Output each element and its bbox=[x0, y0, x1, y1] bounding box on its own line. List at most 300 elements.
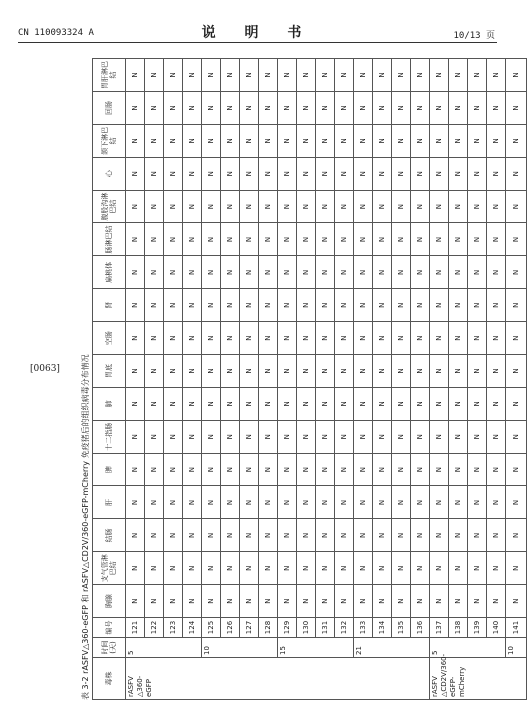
result-cell: N bbox=[335, 585, 354, 618]
result-cell: N bbox=[335, 157, 354, 190]
result-cell: N bbox=[240, 223, 259, 256]
result-cell: N bbox=[240, 387, 259, 420]
result-cell: N bbox=[392, 585, 411, 618]
result-cell: N bbox=[487, 223, 506, 256]
result-cell: N bbox=[392, 124, 411, 157]
result-cell: N bbox=[278, 59, 297, 92]
result-cell: N bbox=[259, 190, 278, 223]
result-cell: N bbox=[373, 322, 392, 355]
result-cell: N bbox=[145, 519, 164, 552]
result-cell: N bbox=[373, 289, 392, 322]
result-cell: N bbox=[278, 453, 297, 486]
result-cell: N bbox=[468, 223, 487, 256]
result-cell: N bbox=[487, 124, 506, 157]
column-header: 肠淋巴结 bbox=[93, 223, 126, 256]
result-cell: N bbox=[297, 124, 316, 157]
result-cell: N bbox=[145, 322, 164, 355]
result-cell: N bbox=[164, 223, 183, 256]
result-cell: N bbox=[240, 453, 259, 486]
sample-id-cell: 133 bbox=[354, 618, 373, 638]
result-cell: N bbox=[259, 322, 278, 355]
result-cell: N bbox=[240, 322, 259, 355]
result-cell: N bbox=[316, 519, 335, 552]
result-cell: N bbox=[297, 190, 316, 223]
result-cell: N bbox=[487, 486, 506, 519]
result-cell: N bbox=[278, 124, 297, 157]
time-cell: 10 bbox=[202, 638, 278, 658]
result-cell: N bbox=[221, 552, 240, 585]
result-cell: N bbox=[183, 420, 202, 453]
column-header: 腹股沟淋巴结 bbox=[93, 190, 126, 223]
result-cell: N bbox=[145, 124, 164, 157]
result-cell: N bbox=[354, 322, 373, 355]
sample-id-cell: 131 bbox=[316, 618, 335, 638]
result-cell: N bbox=[392, 453, 411, 486]
result-cell: N bbox=[373, 355, 392, 388]
result-cell: N bbox=[126, 519, 145, 552]
result-cell: N bbox=[468, 157, 487, 190]
result-cell: N bbox=[145, 92, 164, 125]
result-cell: N bbox=[373, 223, 392, 256]
result-cell: N bbox=[411, 453, 430, 486]
result-cell: N bbox=[487, 355, 506, 388]
result-cell: N bbox=[221, 355, 240, 388]
result-cell: N bbox=[221, 387, 240, 420]
result-cell: N bbox=[259, 157, 278, 190]
result-cell: N bbox=[202, 256, 221, 289]
result-cell: N bbox=[164, 322, 183, 355]
result-cell: N bbox=[278, 190, 297, 223]
result-cell: N bbox=[449, 289, 468, 322]
result-cell: N bbox=[335, 387, 354, 420]
result-cell: N bbox=[487, 190, 506, 223]
result-cell: N bbox=[240, 124, 259, 157]
result-cell: N bbox=[468, 124, 487, 157]
result-cell: N bbox=[373, 453, 392, 486]
result-cell: N bbox=[126, 190, 145, 223]
result-cell: N bbox=[449, 157, 468, 190]
result-cell: N bbox=[449, 256, 468, 289]
table-row bbox=[487, 59, 506, 700]
result-cell: N bbox=[487, 92, 506, 125]
result-cell: N bbox=[221, 256, 240, 289]
result-cell: N bbox=[259, 486, 278, 519]
result-cell: N bbox=[430, 322, 449, 355]
result-cell: N bbox=[126, 322, 145, 355]
sample-id-cell: 124 bbox=[183, 618, 202, 638]
result-cell: N bbox=[354, 486, 373, 519]
result-cell: N bbox=[259, 289, 278, 322]
column-header: 胸腺 bbox=[93, 585, 126, 618]
result-cell: N bbox=[259, 355, 278, 388]
result-cell: N bbox=[202, 552, 221, 585]
result-cell: N bbox=[449, 124, 468, 157]
table-row bbox=[468, 59, 487, 700]
table-row bbox=[164, 59, 183, 700]
result-cell: N bbox=[335, 519, 354, 552]
sample-id-cell: 123 bbox=[164, 618, 183, 638]
result-cell: N bbox=[126, 59, 145, 92]
page-number: 10/13 页 bbox=[453, 31, 495, 41]
result-cell: N bbox=[259, 223, 278, 256]
column-header: 十二指肠 bbox=[93, 420, 126, 453]
sample-id-cell: 139 bbox=[468, 618, 487, 638]
sample-id-cell: 141 bbox=[506, 618, 527, 638]
result-cell: N bbox=[240, 256, 259, 289]
result-cell: N bbox=[468, 322, 487, 355]
result-cell: N bbox=[392, 157, 411, 190]
result-cell: N bbox=[183, 223, 202, 256]
result-cell: N bbox=[354, 223, 373, 256]
result-cell: N bbox=[411, 59, 430, 92]
table-row bbox=[411, 59, 430, 700]
result-cell: N bbox=[335, 59, 354, 92]
result-cell: N bbox=[449, 387, 468, 420]
table-row bbox=[316, 59, 335, 700]
result-cell: N bbox=[392, 59, 411, 92]
result-cell: N bbox=[430, 420, 449, 453]
result-cell: N bbox=[392, 223, 411, 256]
result-cell: N bbox=[335, 223, 354, 256]
column-header: 支气管淋巴结 bbox=[93, 552, 126, 585]
result-cell: N bbox=[430, 256, 449, 289]
result-cell: N bbox=[468, 387, 487, 420]
result-cell: N bbox=[411, 519, 430, 552]
result-cell: N bbox=[164, 59, 183, 92]
column-header: 毒株 bbox=[93, 658, 126, 700]
result-cell: N bbox=[506, 552, 527, 585]
sample-id-cell: 125 bbox=[202, 618, 221, 638]
result-cell: N bbox=[297, 486, 316, 519]
result-cell: N bbox=[183, 519, 202, 552]
result-cell: N bbox=[392, 420, 411, 453]
result-cell: N bbox=[145, 420, 164, 453]
result-cell: N bbox=[126, 92, 145, 125]
result-cell: N bbox=[164, 124, 183, 157]
result-cell: N bbox=[373, 585, 392, 618]
result-cell: N bbox=[354, 190, 373, 223]
result-cell: N bbox=[240, 420, 259, 453]
result-cell: N bbox=[278, 486, 297, 519]
header-rule bbox=[18, 42, 497, 43]
result-cell: N bbox=[164, 585, 183, 618]
result-cell: N bbox=[183, 157, 202, 190]
result-cell: N bbox=[240, 519, 259, 552]
result-cell: N bbox=[449, 92, 468, 125]
result-cell: N bbox=[278, 387, 297, 420]
result-cell: N bbox=[316, 190, 335, 223]
result-cell: N bbox=[126, 355, 145, 388]
result-cell: N bbox=[259, 59, 278, 92]
result-cell: N bbox=[335, 124, 354, 157]
result-cell: N bbox=[468, 289, 487, 322]
result-cell: N bbox=[145, 223, 164, 256]
result-cell: N bbox=[316, 486, 335, 519]
result-cell: N bbox=[221, 124, 240, 157]
result-cell: N bbox=[430, 355, 449, 388]
result-cell: N bbox=[411, 387, 430, 420]
result-cell: N bbox=[411, 289, 430, 322]
result-cell: N bbox=[202, 387, 221, 420]
table-row bbox=[221, 59, 240, 700]
result-cell: N bbox=[487, 289, 506, 322]
document-number: CN 110093324 A bbox=[18, 28, 94, 38]
result-cell: N bbox=[411, 256, 430, 289]
result-cell: N bbox=[259, 387, 278, 420]
result-cell: N bbox=[373, 59, 392, 92]
result-cell: N bbox=[316, 453, 335, 486]
result-cell: N bbox=[297, 355, 316, 388]
result-cell: N bbox=[335, 552, 354, 585]
time-cell: 21 bbox=[354, 638, 430, 658]
result-cell: N bbox=[221, 223, 240, 256]
result-cell: N bbox=[430, 157, 449, 190]
result-cell: N bbox=[183, 256, 202, 289]
result-cell: N bbox=[278, 420, 297, 453]
result-cell: N bbox=[183, 124, 202, 157]
result-cell: N bbox=[506, 519, 527, 552]
result-cell: N bbox=[506, 157, 527, 190]
column-header: 颌下淋巴结 bbox=[93, 124, 126, 157]
sample-id-cell: 122 bbox=[145, 618, 164, 638]
result-cell: N bbox=[259, 92, 278, 125]
result-cell: N bbox=[335, 92, 354, 125]
result-cell: N bbox=[221, 59, 240, 92]
result-cell: N bbox=[449, 486, 468, 519]
result-cell: N bbox=[316, 124, 335, 157]
result-cell: N bbox=[316, 355, 335, 388]
result-cell: N bbox=[202, 124, 221, 157]
result-cell: N bbox=[468, 92, 487, 125]
result-cell: N bbox=[468, 420, 487, 453]
result-cell: N bbox=[316, 256, 335, 289]
result-cell: N bbox=[278, 92, 297, 125]
result-cell: N bbox=[506, 256, 527, 289]
result-cell: N bbox=[354, 585, 373, 618]
result-cell: N bbox=[354, 124, 373, 157]
result-cell: N bbox=[240, 190, 259, 223]
time-cell: 5 bbox=[430, 638, 506, 658]
column-header: 脾 bbox=[93, 453, 126, 486]
result-cell: N bbox=[411, 585, 430, 618]
result-cell: N bbox=[430, 124, 449, 157]
result-cell: N bbox=[411, 92, 430, 125]
result-cell: N bbox=[411, 157, 430, 190]
result-cell: N bbox=[373, 486, 392, 519]
result-cell: N bbox=[411, 355, 430, 388]
result-cell: N bbox=[145, 585, 164, 618]
strain-cell: rASFV △CD2V/360-eGFP-mCherry bbox=[430, 658, 527, 700]
result-cell: N bbox=[468, 190, 487, 223]
result-cell: N bbox=[468, 256, 487, 289]
result-cell: N bbox=[145, 289, 164, 322]
virus-distribution-table bbox=[92, 58, 527, 700]
result-cell: N bbox=[183, 322, 202, 355]
result-cell: N bbox=[373, 420, 392, 453]
result-cell: N bbox=[240, 92, 259, 125]
result-cell: N bbox=[411, 552, 430, 585]
result-cell: N bbox=[335, 289, 354, 322]
result-cell: N bbox=[487, 59, 506, 92]
result-cell: N bbox=[468, 355, 487, 388]
result-cell: N bbox=[278, 256, 297, 289]
result-cell: N bbox=[373, 387, 392, 420]
result-cell: N bbox=[392, 190, 411, 223]
result-cell: N bbox=[183, 92, 202, 125]
result-cell: N bbox=[164, 355, 183, 388]
result-cell: N bbox=[430, 519, 449, 552]
column-header: 肝 bbox=[93, 486, 126, 519]
result-cell: N bbox=[392, 552, 411, 585]
result-cell: N bbox=[487, 256, 506, 289]
result-cell: N bbox=[449, 223, 468, 256]
column-header: 空肠 bbox=[93, 322, 126, 355]
time-cell: 10 bbox=[506, 638, 527, 658]
result-cell: N bbox=[126, 453, 145, 486]
result-cell: N bbox=[145, 355, 164, 388]
result-cell: N bbox=[259, 420, 278, 453]
sample-id-cell: 129 bbox=[278, 618, 297, 638]
result-cell: N bbox=[126, 387, 145, 420]
result-cell: N bbox=[392, 92, 411, 125]
result-cell: N bbox=[221, 585, 240, 618]
result-cell: N bbox=[411, 486, 430, 519]
result-cell: N bbox=[468, 519, 487, 552]
result-cell: N bbox=[373, 157, 392, 190]
column-header: 心 bbox=[93, 157, 126, 190]
sample-id-cell: 135 bbox=[392, 618, 411, 638]
table-row bbox=[354, 59, 373, 700]
result-cell: N bbox=[145, 486, 164, 519]
result-cell: N bbox=[145, 256, 164, 289]
table-row bbox=[335, 59, 354, 700]
result-cell: N bbox=[297, 256, 316, 289]
strain-cell: rASFV △360-eGFP bbox=[126, 658, 430, 700]
sample-id-cell: 136 bbox=[411, 618, 430, 638]
result-cell: N bbox=[316, 420, 335, 453]
result-cell: N bbox=[487, 453, 506, 486]
result-cell: N bbox=[164, 256, 183, 289]
result-cell: N bbox=[278, 519, 297, 552]
result-cell: N bbox=[221, 190, 240, 223]
result-cell: N bbox=[449, 59, 468, 92]
result-cell: N bbox=[468, 486, 487, 519]
result-cell: N bbox=[392, 289, 411, 322]
result-cell: N bbox=[373, 552, 392, 585]
result-cell: N bbox=[316, 223, 335, 256]
result-cell: N bbox=[202, 190, 221, 223]
result-cell: N bbox=[449, 322, 468, 355]
result-cell: N bbox=[259, 552, 278, 585]
result-cell: N bbox=[278, 223, 297, 256]
sample-id-cell: 128 bbox=[259, 618, 278, 638]
result-cell: N bbox=[430, 486, 449, 519]
sample-id-cell: 126 bbox=[221, 618, 240, 638]
result-cell: N bbox=[164, 420, 183, 453]
result-cell: N bbox=[335, 486, 354, 519]
result-cell: N bbox=[278, 157, 297, 190]
result-cell: N bbox=[297, 519, 316, 552]
result-cell: N bbox=[392, 519, 411, 552]
result-cell: N bbox=[183, 387, 202, 420]
result-cell: N bbox=[297, 157, 316, 190]
result-cell: N bbox=[506, 190, 527, 223]
result-cell: N bbox=[354, 157, 373, 190]
result-cell: N bbox=[126, 256, 145, 289]
result-cell: N bbox=[487, 552, 506, 585]
result-cell: N bbox=[221, 92, 240, 125]
result-cell: N bbox=[183, 486, 202, 519]
result-cell: N bbox=[240, 289, 259, 322]
result-cell: N bbox=[373, 256, 392, 289]
result-cell: N bbox=[221, 453, 240, 486]
column-header: 时间(天) bbox=[93, 638, 126, 658]
result-cell: N bbox=[316, 585, 335, 618]
result-cell: N bbox=[297, 420, 316, 453]
result-cell: N bbox=[259, 585, 278, 618]
sample-id-cell: 130 bbox=[297, 618, 316, 638]
result-cell: N bbox=[221, 519, 240, 552]
result-cell: N bbox=[297, 585, 316, 618]
result-cell: N bbox=[316, 92, 335, 125]
table-row bbox=[278, 59, 297, 700]
result-cell: N bbox=[297, 453, 316, 486]
result-cell: N bbox=[506, 59, 527, 92]
sample-id-cell: 127 bbox=[240, 618, 259, 638]
table-row bbox=[202, 59, 221, 700]
result-cell: N bbox=[335, 190, 354, 223]
sample-id-cell: 134 bbox=[373, 618, 392, 638]
result-cell: N bbox=[506, 486, 527, 519]
result-cell: N bbox=[183, 59, 202, 92]
time-cell: 15 bbox=[278, 638, 354, 658]
result-cell: N bbox=[297, 387, 316, 420]
result-cell: N bbox=[297, 289, 316, 322]
result-cell: N bbox=[202, 289, 221, 322]
time-cell: 5 bbox=[126, 638, 202, 658]
result-cell: N bbox=[221, 486, 240, 519]
result-cell: N bbox=[126, 157, 145, 190]
column-header: 扁桃体 bbox=[93, 256, 126, 289]
table-row bbox=[506, 59, 527, 700]
result-cell: N bbox=[354, 453, 373, 486]
result-cell: N bbox=[506, 289, 527, 322]
result-cell: N bbox=[354, 420, 373, 453]
result-cell: N bbox=[278, 355, 297, 388]
result-cell: N bbox=[354, 256, 373, 289]
result-cell: N bbox=[316, 552, 335, 585]
result-cell: N bbox=[202, 453, 221, 486]
result-cell: N bbox=[202, 92, 221, 125]
result-cell: N bbox=[164, 190, 183, 223]
column-header: 回肠 bbox=[93, 92, 126, 125]
table-row bbox=[145, 59, 164, 700]
result-cell: N bbox=[183, 190, 202, 223]
result-cell: N bbox=[183, 355, 202, 388]
result-cell: N bbox=[145, 453, 164, 486]
result-cell: N bbox=[297, 552, 316, 585]
table-row bbox=[430, 59, 449, 700]
result-cell: N bbox=[164, 92, 183, 125]
result-cell: N bbox=[392, 387, 411, 420]
result-cell: N bbox=[126, 223, 145, 256]
table-caption: 表 3-2 rASFV△360-eGFP 和 rASFV△CD2V/360-eGFP-mCherry 免疫猪后的组织病毒分布情况 bbox=[81, 354, 90, 700]
result-cell: N bbox=[145, 157, 164, 190]
result-cell: N bbox=[240, 355, 259, 388]
result-cell: N bbox=[506, 223, 527, 256]
result-cell: N bbox=[240, 59, 259, 92]
result-cell: N bbox=[430, 92, 449, 125]
